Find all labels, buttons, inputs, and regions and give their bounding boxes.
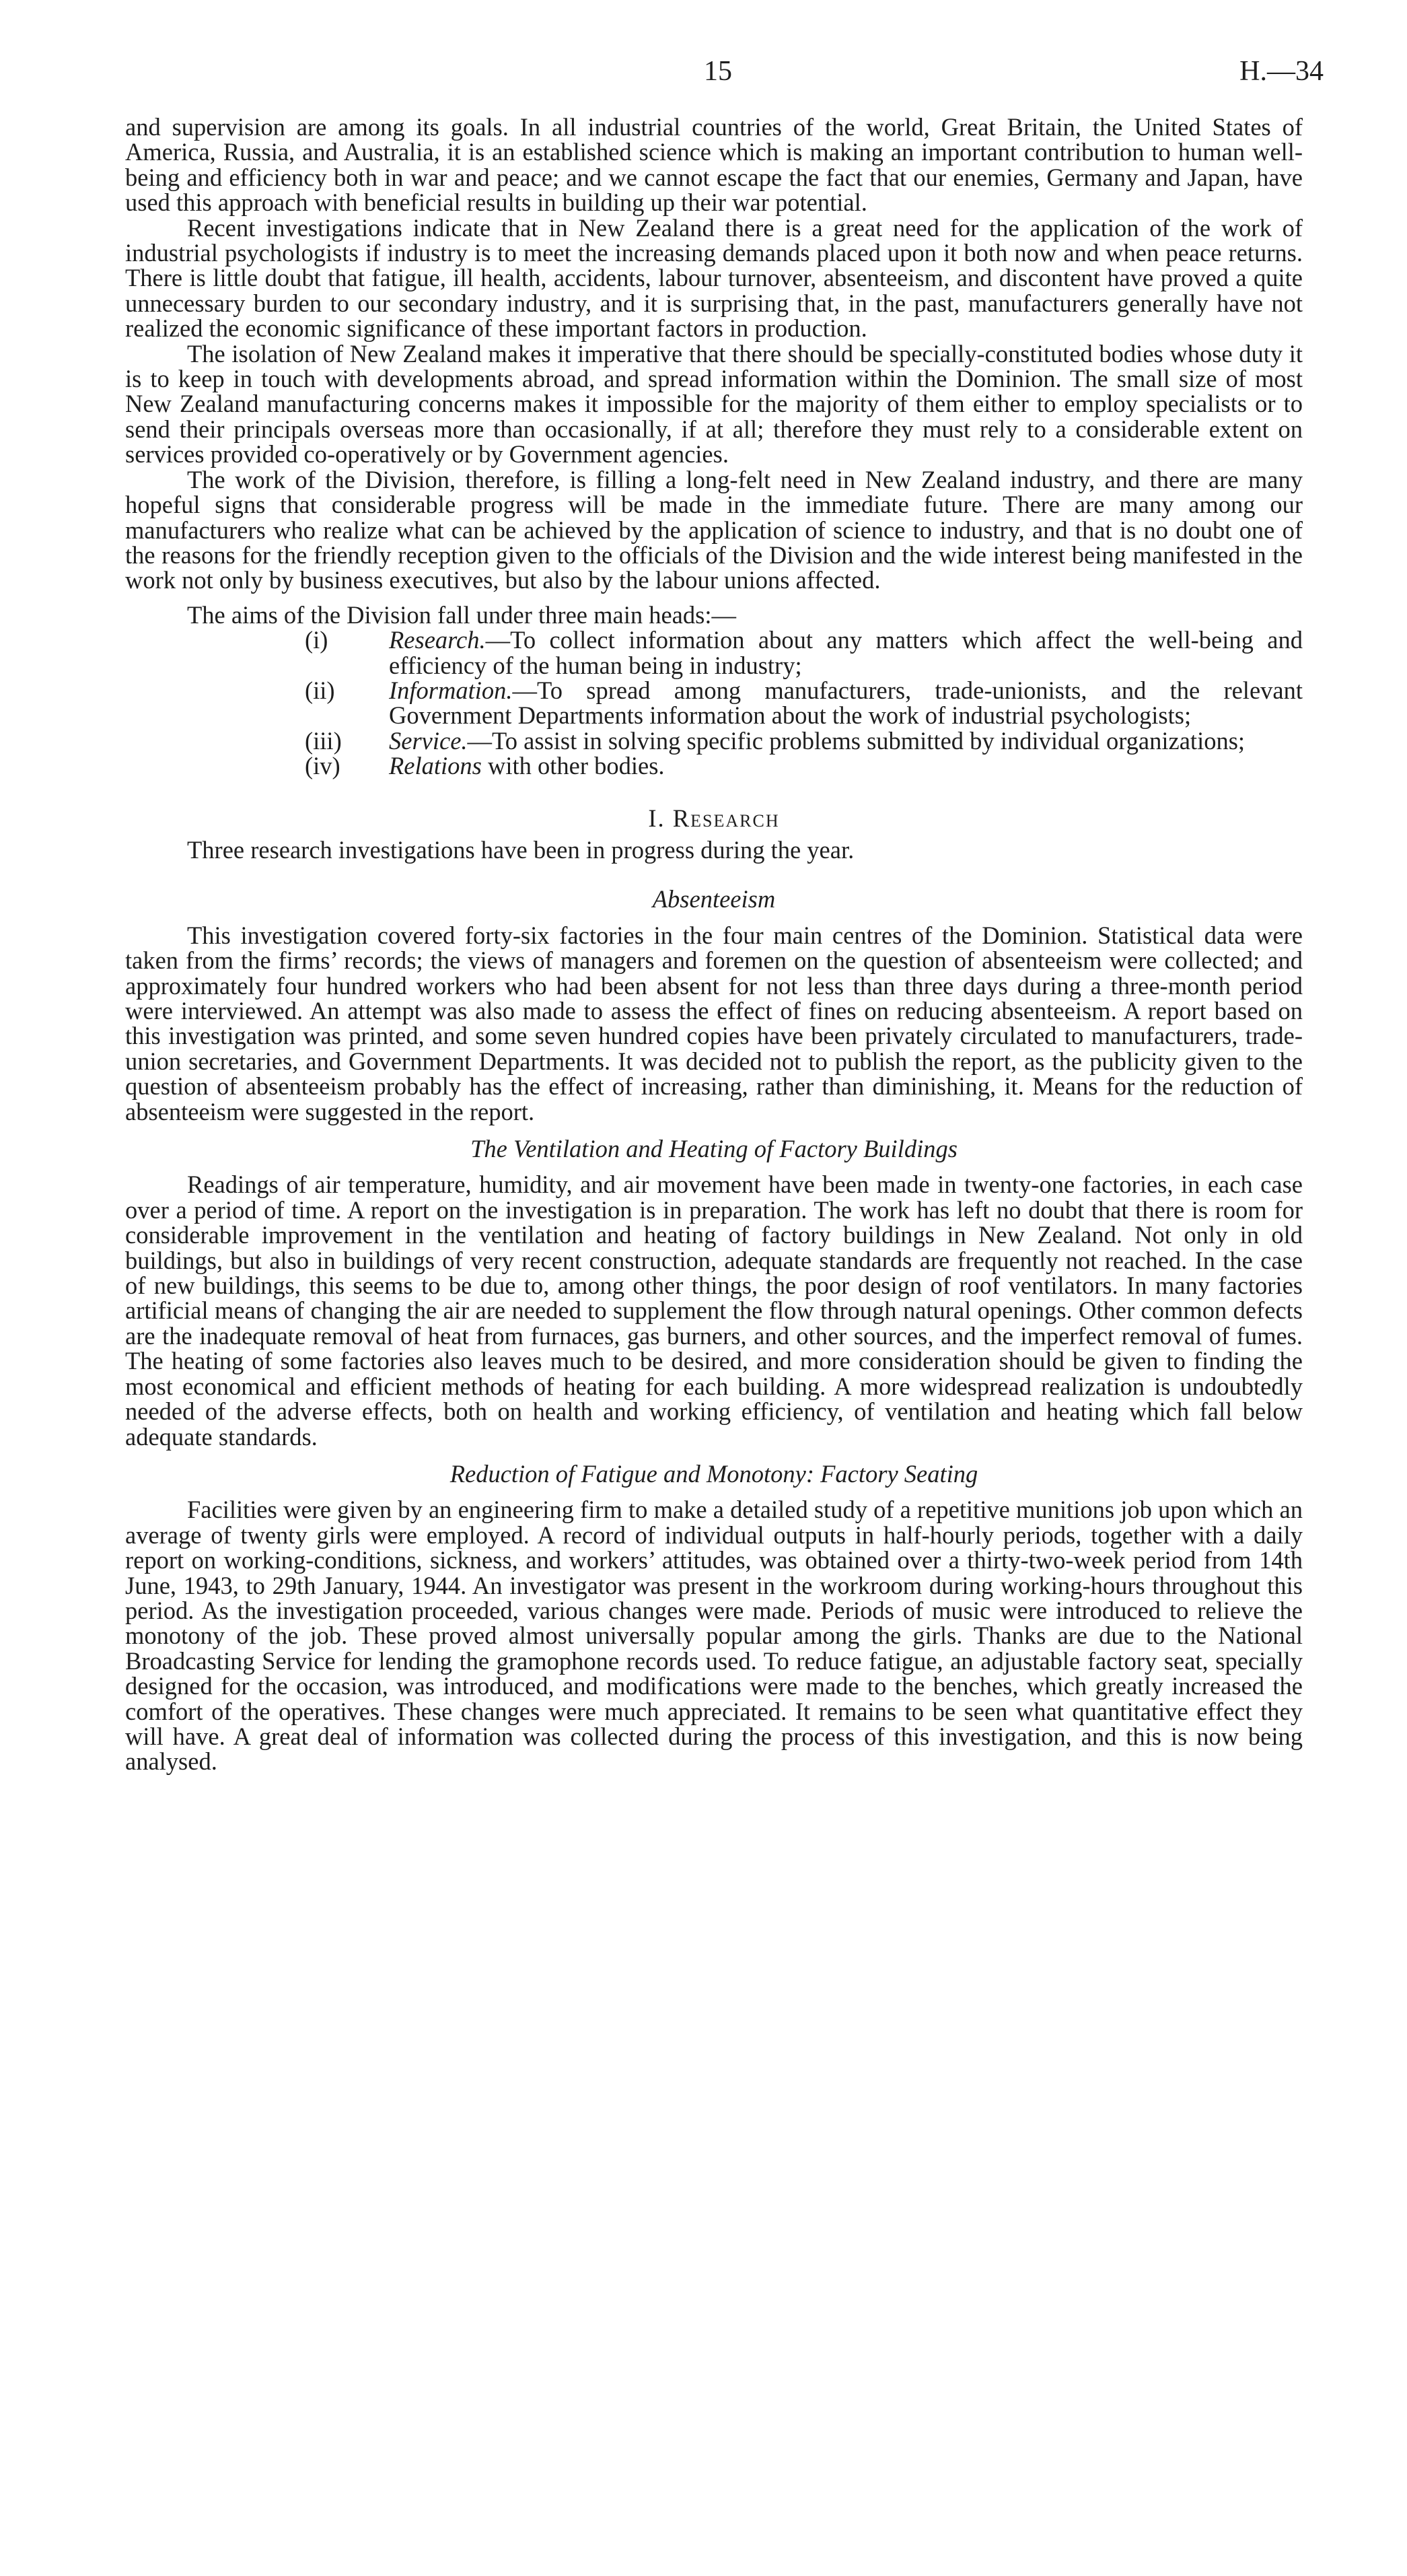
aims-list [125,602,1303,779]
subheading-ventilation: The Ventilation and Heating of Factory Buildings [470,1135,958,1163]
aim-number: (ii) [305,676,335,704]
paragraph-fatigue: Facilities were given by an engineering firm to make a detailed study of a repetitive munitions job upon which an average of twenty girls were employed. A record of individual outputs in half-hourly periods, together with a daily report on working-conditions, sickness, and workers’ attitudes, was obtained over a thirty-two-week period from 14th June, 1943, to 29th January, 1944. An investigator was present in the workroom during working-hours throughout this period. As the investigation proceeded, various changes were made. Periods of music were introduced to relieve the monotony of the job. These proved almost universally popular among the girls. Thanks are due to the National Broadcasting Service for lending the gramophone records used. To reduce fatigue, an adjustable factory seat, specially designed for the occasion, was introduced, and modifications were made to the benches, which greatly increased the comfort of the operatives. These changes were much appreciated. It remains to be seen what quantitative effect they will have. A great deal of information was collected during the process of this investigation, and this is now being analysed. [125,1496,1303,1776]
aim-text: —To spread among manufacturers, trade-unionists, and the relevant Government Departments information about the work of industrial psychologists; [389,676,1303,730]
document-reference: H.—34 [1239,56,1324,87]
aim-title: Service. [389,726,468,755]
aim-text: —To collect information about any matters which affect the well-being and efficiency of the human being in industry; [389,626,1303,679]
aim-title: Relations [389,752,482,780]
aim-item [187,728,1303,753]
aim-number: (iii) [305,726,342,755]
paragraph-recent-investigations: Recent investigations indicate that in New Zealand there is a great need for the application of the work of industrial psychologists if industry is to meet the increasing demands placed upon it both now and when peace returns. There is little doubt that fatigue, ill health, accidents, labour turnover, absenteeism, and discontent have proved a quite unnecessary burden to our secondary industry, and it is surprising that, in the past, manufacturers generally have not realized the economic significance of these important factors in production. [125,213,1303,343]
aim-text: with other bodies. [481,752,665,780]
section-heading-research: I. Research [648,804,780,832]
paragraph-work-of-division: The work of the Division, therefore, is filling a long-felt need in New Zealand industry, and there are many hopeful signs that considerable progress will be made in the immediate future. There are many among our manufacturers who realize what can be achieved by the application of science to industry, and that is no doubt one of the reasons for the friendly reception given to the officials of the Division and the wide interest being manifested in the work not only by business executives, but also by the labour unions affected. [125,465,1303,594]
page-number: 15 [704,56,732,87]
paragraph-ventilation: Readings of air temperature, humidity, and air movement have been made in twenty-one factories, in each case over a period of time. A report on the investigation is in preparation. The work has left no doubt that there is room for considerable improvement in the ventilation and heating of factory buildings in New Zealand. Not only in old buildings, but also in buildings of very recent construction, adequate standards are frequently not reached. In the case of new buildings, this seems to be due to, among other things, the poor design of roof ventilators. In many factories artificial means of changing the air are needed to supplement the flow through natural openings. Other common defects are the inadequate removal of heat from furnaces, gas burners, and other sources, and the imperfect removal of fumes. The heating of some factories also leaves much to be desired, and more consideration should be given to finding the most economical and efficient methods of heating for each building. A more widespread realization is undoubtedly needed of the adverse effects, both on health and working efficiency, of ventilation and heating which fall below adequate standards. [125,1171,1303,1451]
research-intro: Three research investigations have been in progress during the year. [187,835,855,864]
aim-item [187,627,1303,678]
aim-number: (iv) [305,752,340,780]
paragraph-absenteeism: This investigation covered forty-six factories in the four main centres of the Dominion. Statistical data were taken from the firms’ records; the views of managers and foremen on the question of absenteeism were collected; and approximately four hundred workers who had been absent for not less than three days during a three-month period were interviewed. An attempt was also made to assess the effect of fines on reducing absenteeism. A report based on this investigation was printed, and some seven hundred copies have been privately circulated to manufacturers, trade-union secretaries, and Government Departments. It was decided not to publish the report, as the publicity given to the question of absenteeism probably has the effect of increasing, rather than diminishing, it. Means for the reduction of absenteeism were suggested in the report. [125,921,1303,1125]
paragraph-goals: and supervision are among its goals. In all industrial countries of the world, Great Britain, the United States of America, Russia, and Australia, it is an established science which is making an important contribution to human well-being and efficiency both in war and peace; and we cannot escape the fact that our enemies, Germany and Japan, have used this approach with beneficial results in building up their war potential. [125,113,1303,217]
aim-title: Information. [389,676,513,704]
aims-intro: The aims of the Division fall under three main heads:— [187,600,736,629]
aim-item [187,678,1303,728]
aim-title: Research. [389,626,486,654]
subheading-absenteeism: Absenteeism [652,885,776,913]
aim-number: (i) [305,626,328,654]
aim-item [187,753,1303,778]
subheading-fatigue: Reduction of Fatigue and Monotony: Factory Seating [449,1459,978,1488]
page-body [125,114,1303,1774]
page-header [0,55,1407,96]
aim-text: —To assist in solving specific problems submitted by individual organizations; [467,726,1246,755]
paragraph-isolation: The isolation of New Zealand makes it imperative that there should be specially-constituted bodies whose duty it is to keep in touch with developments abroad, and spread information within the Dominion. The small size of most New Zealand manufacturing concerns makes it impossible for the majority of them either to employ specialists or to send their principals overseas more than occasionally, if at all; therefore they must rely to a considerable extent on services provided co-operatively or by Government agencies. [125,339,1303,468]
